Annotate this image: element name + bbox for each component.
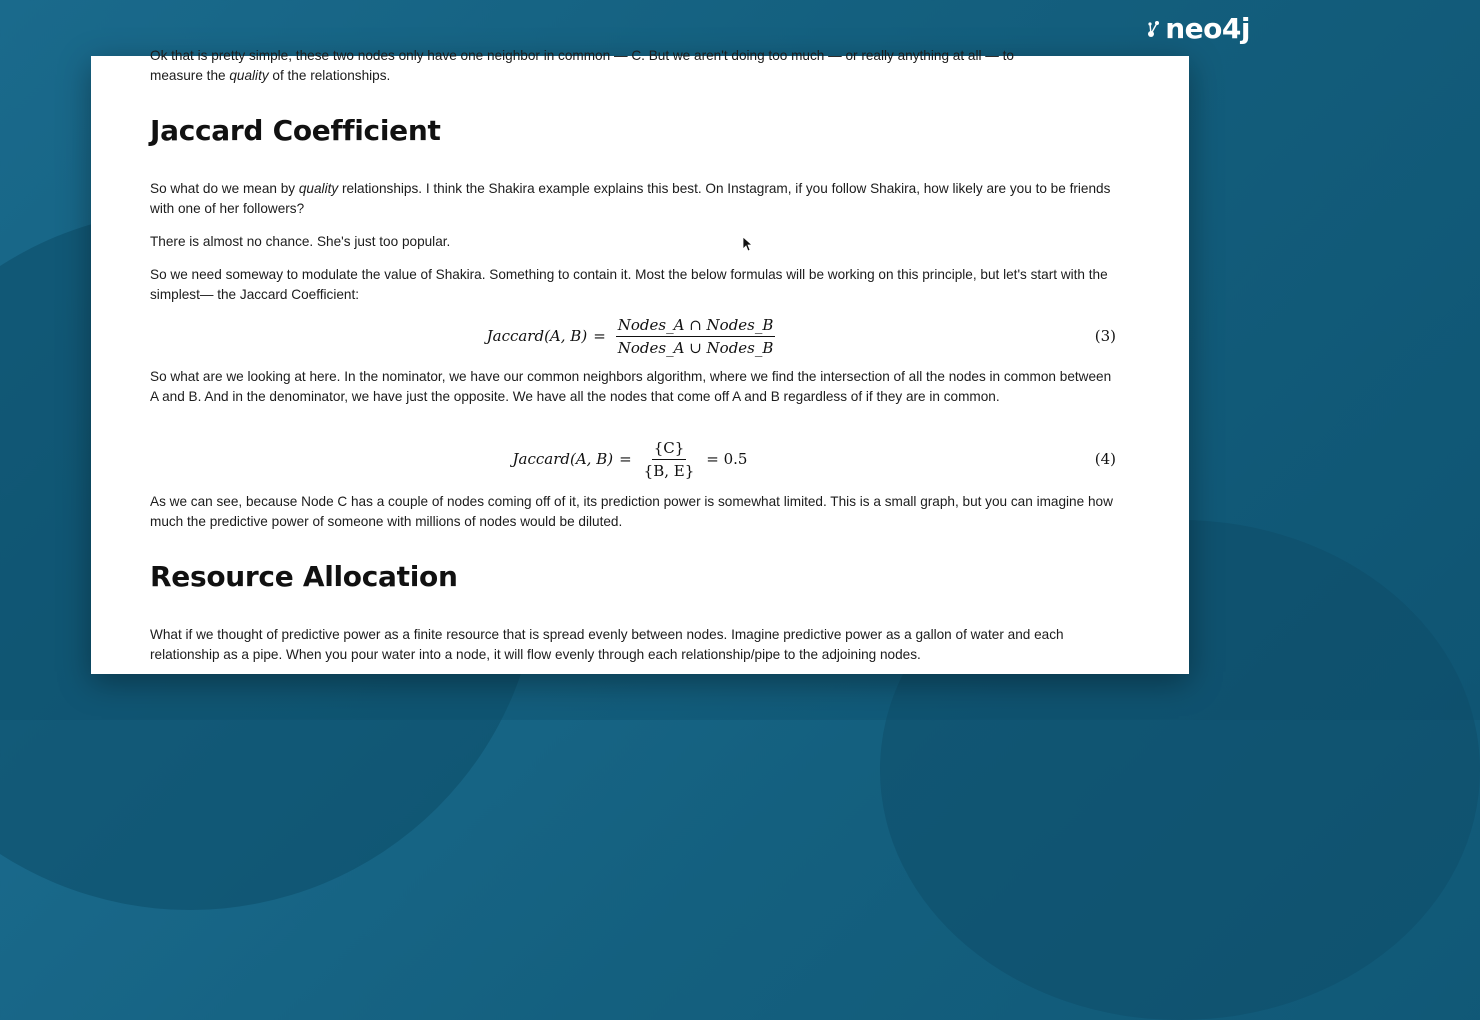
intro-paragraph: Ok that is pretty simple, these two nodes only have one neighbor in common — C. But we aren't doing too much — or really anything at all — to measure the quality of the relationships.: [150, 48, 1014, 83]
eq4-result: = 0.5: [706, 450, 748, 468]
mouse-cursor-icon: [743, 237, 753, 253]
paragraph: There is almost no chance. She's just too popular.: [150, 234, 451, 249]
eq4-fraction: [642, 439, 697, 480]
eq4-lhs: Jaccard(A, B): [512, 450, 614, 468]
article-page: [91, 48, 1189, 674]
equation-number: (4): [1094, 450, 1116, 468]
equation-3: [150, 312, 1116, 360]
eq3-equals: =: [593, 327, 606, 345]
paragraph: So what are we looking at here. In the nominator, we have our common neighbors algorithm, where we find the intersection of all the nodes in common between A and B. And in the denominator, we have just the opposite. We have all the nodes that come off A and B regardless of if they are in common.: [150, 369, 1112, 404]
paragraph: So we need someway to modulate the value of Shakira. Something to contain it. Most the below formulas will be working on this principle, but let's start with the simplest— the Jaccard Coefficient:: [150, 267, 1108, 302]
heading-resource-allocation: Resource Allocation: [150, 560, 458, 593]
equation-4: [150, 435, 1116, 483]
eq4-equals: =: [619, 450, 632, 468]
logo-text: neo4j: [1165, 11, 1250, 45]
paragraph: What if we thought of predictive power as a finite resource that is spread evenly between nodes. Imagine predictive power as a gallon of water and each relationship as a pipe. When you pour water into a node, it will flow evenly through each relationship/pipe to the adjoining nodes.: [150, 627, 1064, 662]
neo4j-logo: [1147, 10, 1250, 46]
heading-jaccard-coefficient: Jaccard Coefficient: [150, 114, 441, 147]
eq3-numerator: Nodes_A ∩ Nodes_B: [616, 316, 776, 337]
eq4-numerator: {C}: [652, 439, 687, 460]
eq4-denominator: {B, E}: [643, 461, 695, 480]
eq3-denominator: Nodes_A ∪ Nodes_B: [617, 338, 774, 357]
eq3-lhs: Jaccard(A, B): [486, 327, 588, 345]
eq3-fraction: [616, 316, 776, 357]
graph-nodes-icon: [1147, 17, 1161, 39]
paragraph: As we can see, because Node C has a couple of nodes coming off of it, its prediction power is somewhat limited. This is a small graph, but you can imagine how much the predictive power of someone with millions of nodes would be diluted.: [150, 494, 1113, 529]
paragraph: So what do we mean by quality relationships. I think the Shakira example explains this best. On Instagram, if you follow Shakira, how likely are you to be friends with one of her followers?: [150, 181, 1111, 216]
equation-number: (3): [1094, 327, 1116, 345]
